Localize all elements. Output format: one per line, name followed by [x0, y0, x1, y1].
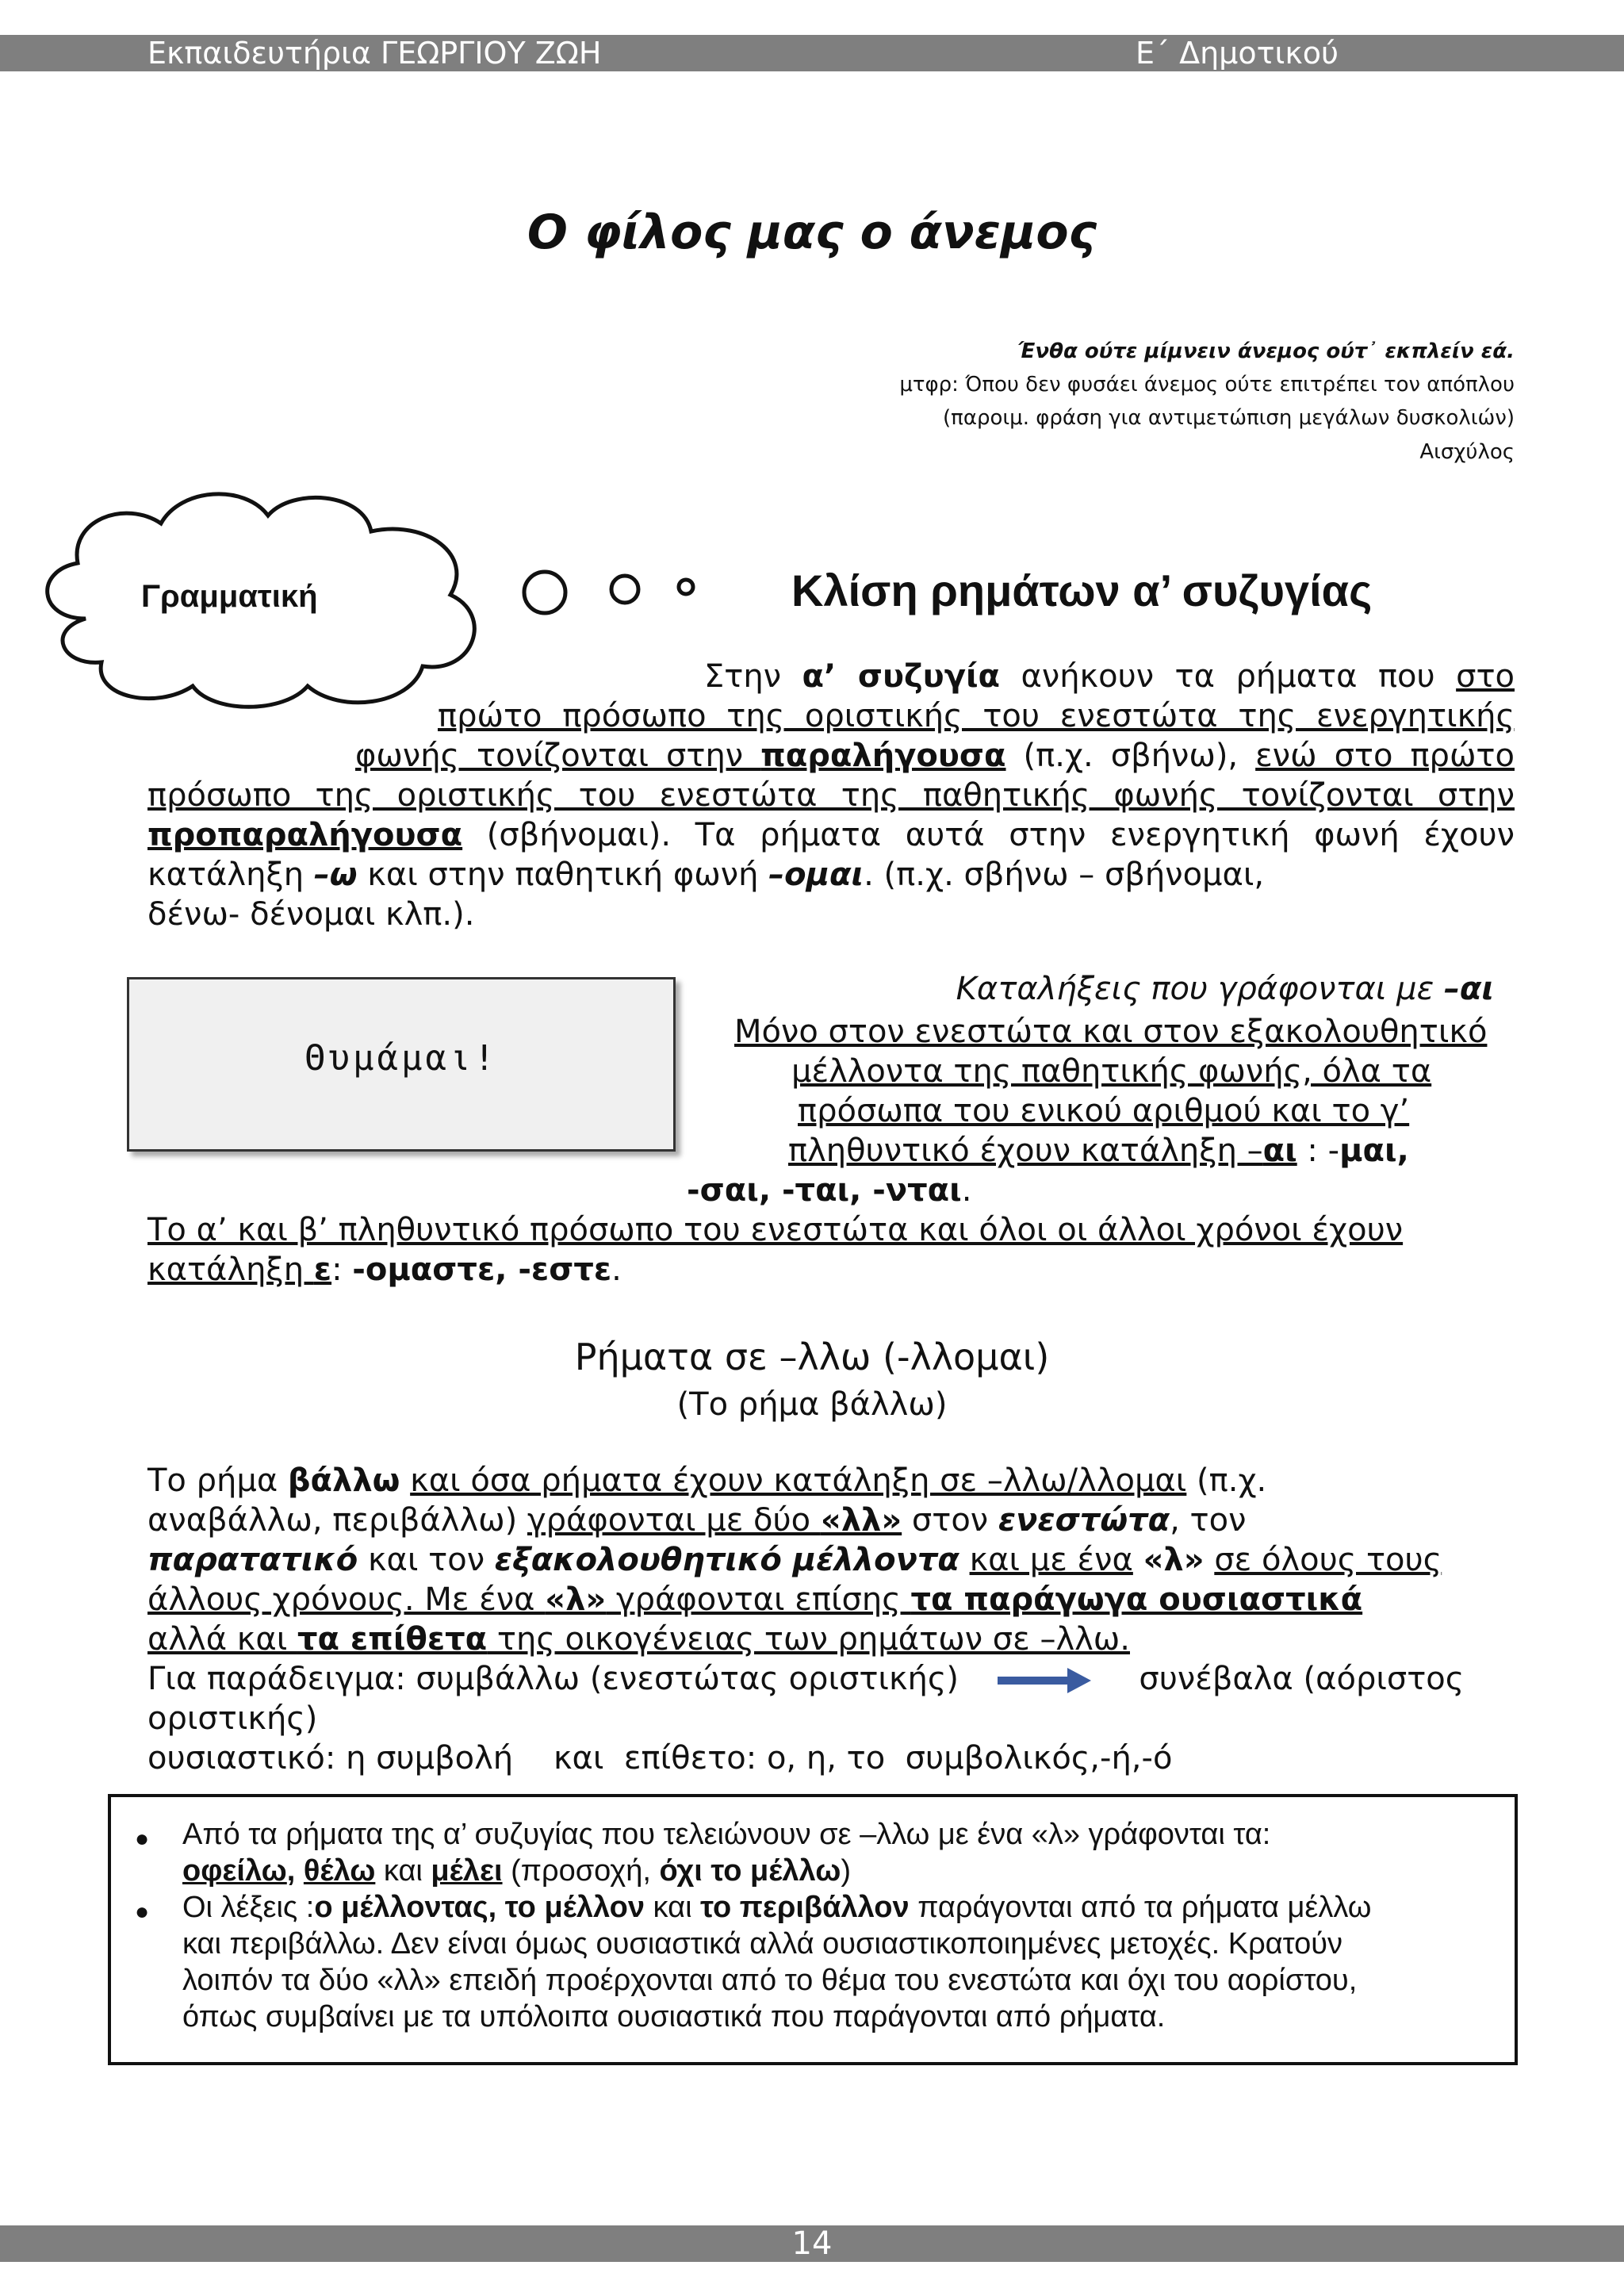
text: (π.χ. σβήνω), [1005, 738, 1256, 774]
endings-line: Μόνο στον ενεστώτα και στον εξακολουθητικό [734, 1014, 1488, 1050]
text: ) [841, 1854, 851, 1888]
text: : [331, 1251, 353, 1288]
quote-translation: μτφρ: Όπου δεν φυσάει άνεμος ούτε επιτρέπει τον απόπλου [899, 373, 1515, 397]
text-underlined: σε όλους τους [1214, 1542, 1442, 1578]
intro-line: πρόσωπο της οριστικής του ενεστώτα της παθητικής φωνής τονίζονται στην [147, 777, 1515, 814]
text-bold: αι [1262, 1133, 1297, 1169]
text-bold: –ομαι [768, 857, 864, 893]
text-bold: προπαραλήγουσα [147, 817, 463, 853]
grammar-label: Γραμματική [141, 579, 318, 614]
text-underlined: γράφονται με δύο [527, 1502, 821, 1539]
text: . (π.χ. σβήνω – σβήνομαι, [864, 857, 1265, 893]
intro-line [355, 736, 1515, 776]
text: (σβήνομαι). Τα ρήματα αυτά στην ενεργητική φωνή έχουν [462, 817, 1515, 853]
note-item [182, 1816, 1483, 1889]
text-bold: -σαι, -ται, -νται [687, 1172, 962, 1209]
text-underlined: και με ένα [969, 1542, 1133, 1578]
endings-line [788, 1131, 1409, 1171]
quote-author: Αισχύλος [1419, 440, 1515, 464]
text-underlined: της οικογένειας των ρημάτων σε –λλω. [487, 1621, 1130, 1658]
text-underlined: στο [1456, 658, 1515, 695]
verbs-line: ουσιαστικό: η συμβολή και επίθετο: ο, η, το συμβολικός,-ή,-ό [147, 1740, 1173, 1777]
verbs-line [147, 1580, 1362, 1619]
section-heading: Κλίση ρημάτων α’ συζυγίας [791, 565, 1373, 615]
page-number: 14 [791, 2225, 833, 2262]
text: και [375, 1854, 431, 1888]
note-line [182, 1889, 1483, 1926]
text: στον [902, 1502, 998, 1539]
text-underlined: ενώ στο πρώτο [1255, 738, 1515, 774]
header-bar [0, 35, 1624, 71]
intro-line [147, 855, 1264, 895]
subheading-title: Ρήματα σε –λλω (-λλομαι) [574, 1336, 1050, 1378]
note-item [182, 1889, 1483, 2035]
text-bold: βάλλω [287, 1462, 400, 1499]
text-bold: το περιβάλλον [700, 1891, 910, 1924]
text-bold: –αι [1443, 971, 1494, 1007]
bullet-icon: ● [135, 1899, 150, 1925]
endings-heading [956, 969, 1494, 1009]
verbs-line: οριστικής) [147, 1700, 318, 1737]
text: συνέβαλα (αόριστος [1139, 1661, 1465, 1697]
text: , τον [1170, 1502, 1247, 1539]
verbs-line [147, 1461, 1266, 1501]
text-bold: ενεστώτα [998, 1502, 1170, 1539]
text-underlined: αλλά και [147, 1621, 297, 1658]
note-line: όπως συμβαίνει με τα υπόλοιπα ουσιαστικά που παράγονται από ρήματα. [182, 2000, 1166, 2033]
note-line: και περιβάλλω. Δεν είναι όμως ουσιαστικά αλλά ουσιαστικοποιημένες μετοχές. Κρατούν [182, 1927, 1343, 1961]
text-underlined: φωνής τονίζονται στην [355, 738, 761, 774]
text: (π.χ. [1186, 1462, 1267, 1499]
endings-line: μέλλοντα της παθητικής φωνής, όλα τα [791, 1053, 1432, 1090]
text-bold: «λλ» [820, 1502, 902, 1539]
remember-box [127, 977, 676, 1152]
class-name: Ε΄ Δημοτικού [1136, 36, 1339, 71]
note-line [182, 1853, 1483, 1889]
text: (προσοχή, [502, 1854, 660, 1888]
text [959, 1542, 970, 1578]
text: και [645, 1891, 701, 1924]
subheading-subtitle: (Το ρήμα βάλλω) [676, 1386, 948, 1423]
text: Το ρήμα [147, 1462, 288, 1499]
text-bold: ο μέλλοντας, το μέλλον [314, 1891, 645, 1924]
text: κατάληξη [147, 857, 314, 893]
school-name: Εκπαιδευτήρια ΓΕΩΡΓΙΟΥ ΖΩΗ [147, 36, 602, 71]
endings-line [687, 1171, 971, 1210]
text-bold: μέλει [431, 1854, 503, 1888]
text: Οι λέξεις : [182, 1891, 315, 1924]
text: : - [1297, 1133, 1340, 1169]
text: παράγονται από τα ρήματα μέλλω [909, 1891, 1372, 1924]
text: και στην παθητική φωνή [357, 857, 769, 893]
text-bold: ε [313, 1251, 332, 1288]
endings-line: Το α’ και β’ πληθυντικό πρόσωπο του ενεστώτα και όλοι οι άλλοι χρόνοι έχουν [147, 1212, 1404, 1248]
text-bold: –ω [313, 857, 358, 893]
text-bold: μαι, [1339, 1133, 1409, 1169]
endings-line: πρόσωπα του ενικού αριθμού και το γ’ [798, 1093, 1410, 1129]
text: ανήκουν τα ρήματα που [1000, 658, 1457, 695]
intro-line: πρώτο πρόσωπο της οριστικής του ενεστώτα της ενεργητικής [438, 698, 1515, 734]
page-title: Ο φίλος μας ο άνεμος [527, 205, 1097, 260]
text-bold: θέλω [303, 1854, 376, 1888]
text-bold: εξακολουθητικό μέλλοντα [494, 1542, 959, 1578]
text [1205, 1542, 1215, 1578]
text-bold: τα παράγωγα ουσιαστικά [910, 1581, 1363, 1618]
bullet-icon: ● [135, 1826, 150, 1852]
verbs-line [147, 1659, 1464, 1699]
text: αναβάλλω, περιβάλλω) [147, 1502, 527, 1539]
text-bold: οφείλω [182, 1854, 287, 1888]
text: , [286, 1854, 304, 1888]
endings-line [147, 1250, 622, 1290]
text-underlined: κατάληξη [147, 1251, 314, 1288]
text-bold: τα επίθετα [297, 1621, 488, 1658]
notes-box [108, 1794, 1518, 2065]
text: και τον [358, 1542, 495, 1578]
text-bold: α’ συζυγία [802, 658, 1001, 695]
text-bold: «λ» [545, 1581, 607, 1618]
text: Για παράδειγμα: συμβάλλω (ενεστώτας οριστικής) [147, 1661, 959, 1697]
text: . [611, 1251, 622, 1288]
intro-line [704, 657, 1515, 696]
note-line: λοιπόν τα δύο «λλ» επειδή προέρχονται από το θέμα του ενεστώτα και όχι του αορίστου, [182, 1964, 1358, 1997]
thought-bubbles-icon [519, 565, 710, 620]
verbs-line [147, 1540, 1442, 1580]
text-underlined: γράφονται επίσης [606, 1581, 911, 1618]
remember-label: Θυμάμαι! [304, 1038, 498, 1079]
text-underlined: και όσα ρήματα έχουν κατάληξη σε –λλω/λλομαι [410, 1462, 1187, 1499]
quote-original: Ένθα ούτε μίμνειν άνεμος ούτ᾽ εκπλείν εά. [1017, 339, 1515, 363]
text: . [961, 1172, 972, 1209]
note-line: Από τα ρήματα της α’ συζυγίας που τελειώνουν σε –λλω με ένα «λ» γράφονται τα: [182, 1818, 1271, 1851]
text-underlined: άλλους χρόνους. Με ένα [147, 1581, 546, 1618]
text [1133, 1542, 1143, 1578]
text: Καταλήξεις που γράφονται με [956, 971, 1444, 1007]
text-bold: «λ» [1143, 1542, 1205, 1578]
text-bold: -ομαστε, -εστε [352, 1251, 612, 1288]
quote-explanation: (παροιμ. φράση για αντιμετώπιση μεγάλων δυσκολιών) [943, 406, 1515, 430]
verbs-line [147, 1501, 1246, 1540]
arrow-right-icon [998, 1666, 1093, 1695]
verbs-line [147, 1619, 1130, 1659]
text: Στην [704, 658, 802, 695]
text-bold: παραλήγουσα [760, 738, 1006, 774]
footer-bar [0, 2225, 1624, 2262]
text-underlined: πληθυντικό έχουν κατάληξη – [788, 1133, 1263, 1169]
text [400, 1462, 410, 1499]
text-bold: όχι το μέλλω [659, 1854, 841, 1888]
text-bold: παρατατικό [147, 1542, 358, 1578]
intro-line: δένω- δένομαι κλπ.). [147, 896, 475, 933]
intro-line [147, 815, 1515, 855]
